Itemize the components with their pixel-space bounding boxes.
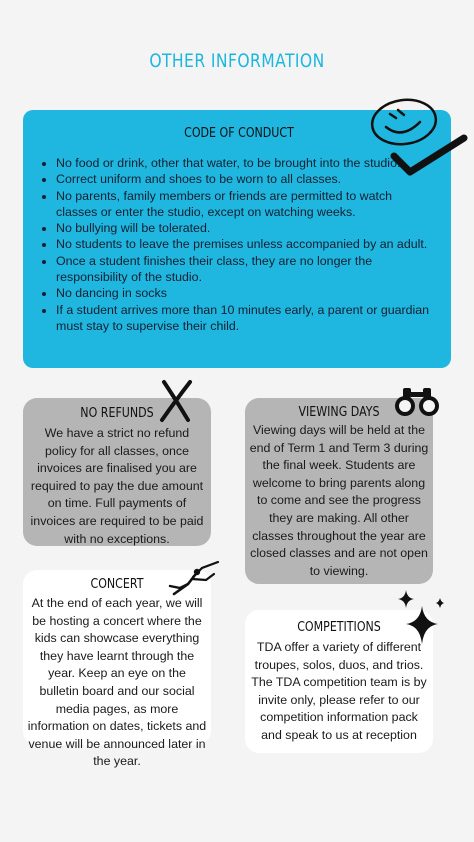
page-title: OTHER INFORMATION — [149, 50, 325, 72]
viewing-days-heading: VIEWING DAYS — [298, 405, 380, 420]
competitions-body: TDA offer a variety of different troupes, solos, duos, and trios. The TDA competition team is by invite only, please refer to our competition information pack and speak to us at reception — [251, 640, 427, 742]
list-item: • No dancing in socks — [56, 285, 435, 301]
binoculars-icon — [393, 386, 441, 418]
list-item: • No bullying will be tolerated. — [56, 220, 435, 236]
list-item: • Correct uniform and shoes to be worn to all classes. — [56, 171, 435, 187]
list-item: • Once a student finishes their class, they are no longer the responsibility of the studio. — [56, 253, 435, 286]
concert-heading: CONCERT — [90, 577, 144, 592]
list-item: • No food or drink, other that water, to be brought into the studio. — [56, 155, 435, 171]
viewing-days-card — [245, 398, 433, 584]
sparkles-icon — [394, 588, 450, 646]
concert-body: At the end of each year, we will be hosting a concert where the kids can showcase everything they have learnt through the year. Keep an eye on the bulletin board and our social media pages, as more information on dates, tickets and venue will be announced later in the year. — [27, 596, 207, 769]
code-of-conduct-heading: CODE OF CONDUCT — [184, 126, 294, 141]
viewing-days-body: Viewing days will be held at the end of Term 1 and Term 3 during the final week. Students are welcome to bring parents along to come and see the progress they are making. All other classes throughout the year are closed classes and are not open to viewing. — [249, 423, 429, 578]
list-item: • No students to leave the premises unless accompanied by an adult. — [56, 236, 435, 252]
competitions-heading: COMPETITIONS — [297, 620, 381, 635]
checkmark-icon — [390, 132, 468, 176]
list-item: • If a student arrives more than 10 minutes early, a parent or guardian must stay to supervise their child. — [56, 302, 435, 335]
code-of-conduct-list — [43, 155, 435, 334]
dancer-icon — [166, 558, 222, 598]
list-item: • No parents, family members or friends are permitted to watch classes or enter the studio, except on watching weeks. — [56, 188, 435, 221]
no-refunds-body: We have a strict no refund policy for all classes, once invoices are finalised you are required to pay the due amount on time. Full payments of invoices are required to be paid with no exceptions. — [30, 426, 204, 546]
no-refunds-heading: NO REFUNDS — [80, 406, 154, 421]
code-of-conduct-box — [23, 110, 451, 368]
x-mark-icon — [158, 378, 194, 424]
